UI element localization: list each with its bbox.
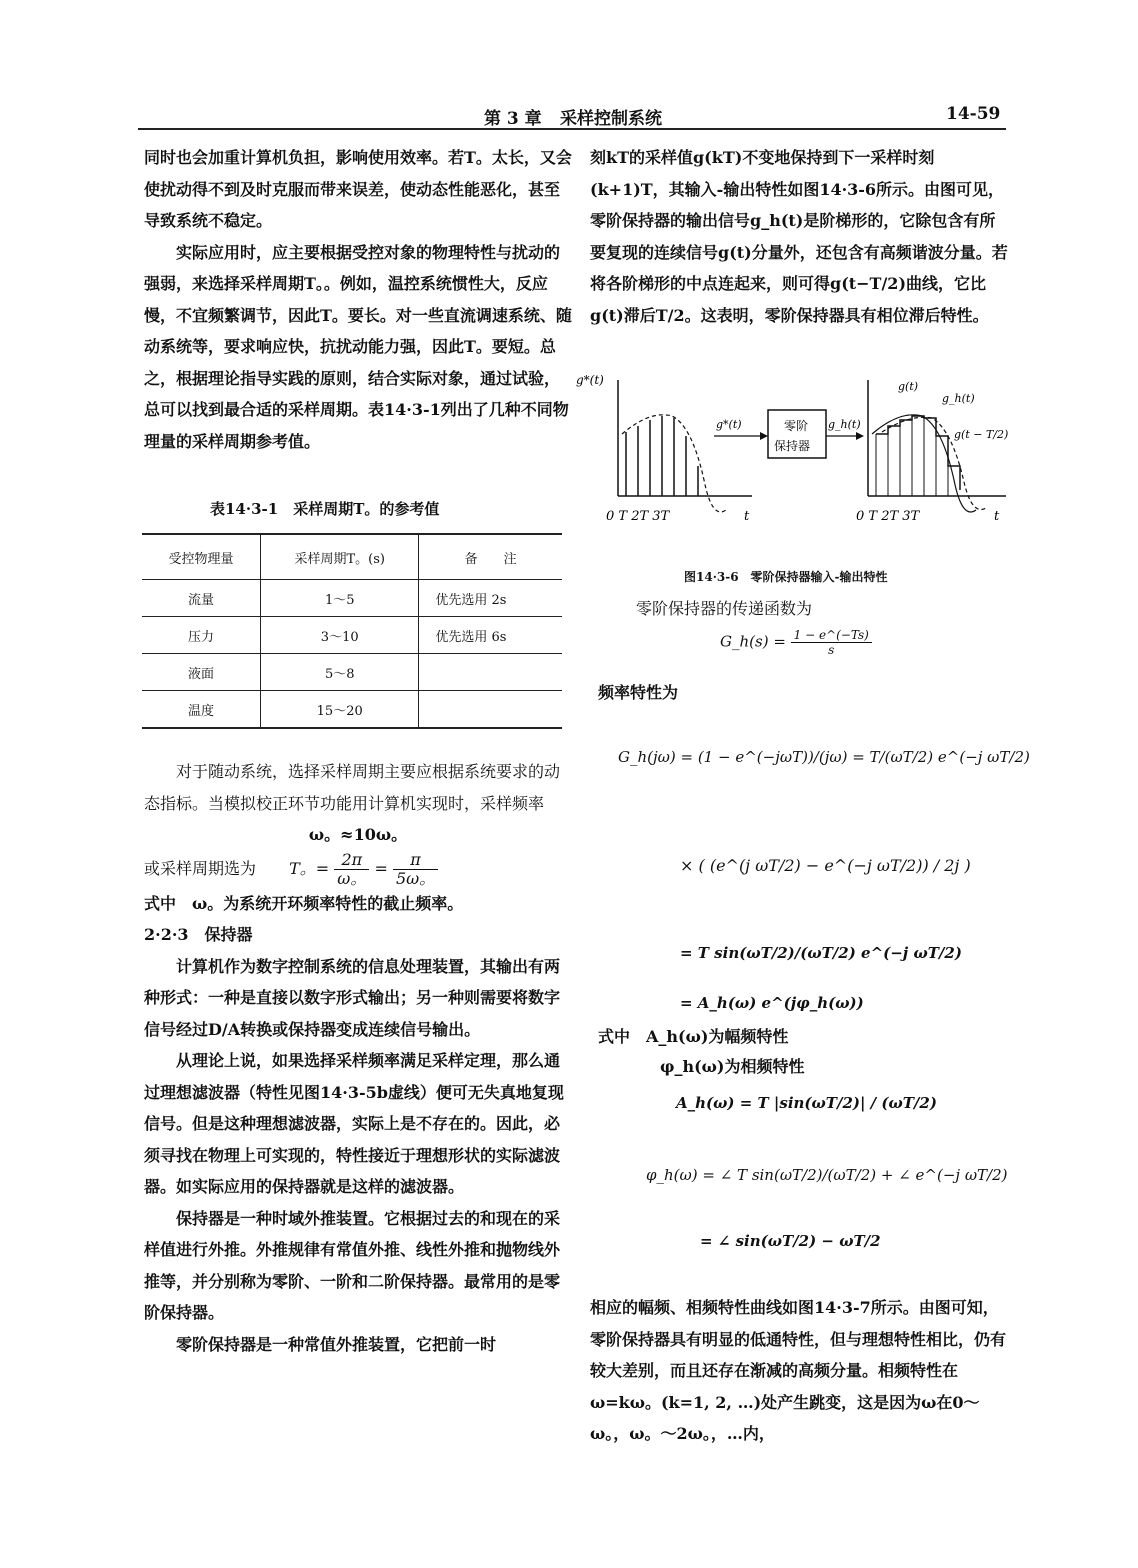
chapter-label: 第 3 章	[484, 109, 542, 129]
output-delay-label: g(t − T/2)	[954, 428, 1009, 441]
output-time-ticks: 0 T 2T 3T	[856, 509, 920, 524]
block-label-line-1: 零阶	[784, 419, 809, 433]
left-paragraph-9: 零阶保持器是一种常值外推装置，它把前一时	[176, 1334, 497, 1354]
eqGh-denominator: s	[828, 643, 835, 657]
table-header-cell: 备 注	[419, 534, 562, 580]
chapter-title: 采样控制系统	[560, 109, 662, 129]
table-cell: 15～20	[261, 691, 419, 729]
output-gh-label: g_h(t)	[942, 392, 975, 405]
input-time-label: t	[744, 509, 750, 524]
eq2-denominator-2: 5ω。	[395, 868, 436, 888]
right-column-lower	[590, 1292, 1010, 1450]
left-paragraph-2: 实际应用时，应主要根据受控对象的物理特性与扰动的强弱，来选择采样周期T。。例如，温控系统惯性大，反应慢，不宜频繁调节，因此T。要长。对一些直流调速系统、随动系统等，要求响应快，抗扰动能力强，因此T。要短。总之，根据理论指导实践的原则，结合实际对象，通过试验，总可以找到最合适的采样周期。表14·3-1列出了几种不同物理量的采样周期参考值。	[144, 242, 572, 451]
table-cell: 压力	[142, 617, 261, 654]
table-row	[142, 691, 562, 729]
table-row	[142, 617, 562, 654]
equation-phase-2: = ∠ sin(ωT/2) − ωT/2	[700, 1232, 881, 1250]
eq2-lhs: T。=	[289, 858, 330, 878]
sampling-period-table	[142, 533, 562, 729]
input-axis-label: g*(t)	[576, 373, 604, 387]
page-number: 14-59	[946, 104, 1001, 124]
block-input-label: g*(t)	[716, 418, 742, 431]
eq2-fraction-1	[334, 851, 369, 888]
left-column	[144, 142, 572, 457]
table-header-row	[142, 534, 562, 580]
definition-phase: φ_h(ω)为相频特性	[660, 1057, 805, 1076]
block-label-line-2: 保持器	[774, 439, 811, 453]
table-cell	[419, 654, 562, 691]
equation-transfer-function	[720, 628, 872, 657]
output-g-label: g(t)	[898, 380, 919, 393]
input-time-ticks: 0 T 2T 3T	[606, 509, 670, 524]
figure-caption: 图14·3-6 零阶保持器输入-输出特性	[684, 570, 888, 584]
left-paragraph-4	[144, 851, 572, 888]
right-paragraph-2: 零阶保持器的传递函数为	[636, 599, 813, 618]
equation-frequency-3: = T sin(ωT/2)/(ωT/2) e^(−j ωT/2)	[680, 944, 962, 962]
eqGh-fraction	[791, 628, 872, 657]
equation-frequency-4: = A_h(ω) e^(jφ_h(ω))	[680, 994, 864, 1012]
table-cell: 优先选用 2s	[419, 580, 562, 617]
table-caption: 表14·3-1 采样周期T。的参考值	[210, 500, 440, 518]
eqGh-numerator: 1 − e^(−Ts)	[791, 628, 872, 643]
equation-amplitude: A_h(ω) = T |sin(ωT/2)| / (ωT/2)	[676, 1094, 937, 1112]
block-output-label: g_h(t)	[828, 418, 861, 431]
eq2-fraction-2	[393, 851, 438, 888]
left-paragraph-4-lead: 或采样周期选为	[144, 858, 257, 878]
table-cell: 1～5	[261, 580, 419, 617]
right-column	[590, 142, 1010, 331]
output-time-label: t	[994, 509, 1000, 524]
zero-order-hold-figure	[576, 370, 1016, 530]
left-paragraph-8: 保持器是一种时域外推装置。它根据过去的和现在的采样值进行外推。外推规律有常值外推、线性外推和抛物线外推等，并分别称为零阶、一阶和二阶保持器。最常用的是零阶保持器。	[144, 1208, 561, 1322]
table-cell: 液面	[142, 654, 261, 691]
eq2-numerator-1: 2π	[334, 851, 369, 870]
eq2-denominator-1: ω。	[337, 868, 367, 888]
left-paragraph-5: 式中 ω。为系统开环频率特性的截止频率。	[144, 893, 464, 913]
header-rule	[138, 128, 1006, 130]
left-paragraph-3: 对于随动系统，选择采样周期主要应根据系统要求的动态指标。当模拟校正环节功能用计算机实现时，采样频率	[144, 762, 561, 813]
table-header-cell: 采样周期T。(s)	[261, 534, 419, 580]
left-column-lower	[144, 756, 572, 1360]
table-cell: 温度	[142, 691, 261, 729]
equation-frequency-2: × ( (e^(j ωT/2) − e^(−j ωT/2)) / 2j )	[680, 856, 971, 875]
left-paragraph-6: 计算机作为数字控制系统的信息处理装置，其输出有两种形式：一种是直接以数字形式输出；另一种则需要将数字信号经过D/A转换或保持器变成连续信号输出。	[144, 956, 561, 1039]
left-paragraph-7: 从理论上说，如果选择采样频率满足采样定理，那么通过理想滤波器（特性见图14·3-5b虚线）便可无失真地复现信号。但是这种理想滤波器，实际上是不存在的。因此，必须寻找在物理上可实现的，特性接近于理想形状的实际滤波器。如实际应用的保持器就是这样的滤波器。	[144, 1051, 564, 1196]
right-paragraph-1: 刻kT的采样值g(kT)不变地保持到下一采样时刻(k+1)T，其输入-输出特性如图14·3-6所示。由图可见，零阶保持器的输出信号g_h(t)是阶梯形的，它除包含有所要复现的连续信号g(t)分量外，还包含有高频谐波分量。若将各阶梯形的中点连起来，则可得g(t−T/2)曲线，它比g(t)滞后T/2。这表明，零阶保持器具有相位滞后特性。	[590, 148, 1008, 325]
equation-frequency-1: G_h(jω) = (1 − e^(−jωT))/(jω) = T/(ωT/2) e^(−j ωT/2)	[618, 748, 1030, 766]
section-heading: 2·2·3 保持器	[144, 925, 253, 944]
right-paragraph-4: 相应的幅频、相频特性曲线如图14·3-7所示。由图可知，零阶保持器具有明显的低通特性，但与理想特性相比，仍有较大差别，而且还存在渐减的高频分量。相频特性在ω=kω。(k=1, 2, …)处产生跳变，这是因为ω在0～ω。，ω。～2ω。，…内，	[590, 1298, 1007, 1443]
equation-phase-1: φ_h(ω) = ∠ T sin(ωT/2)/(ωT/2) + ∠ e^(−j ωT/2)	[646, 1166, 1008, 1184]
right-paragraph-3: 频率特性为	[598, 683, 679, 702]
eqGh-lhs: G_h(s) =	[720, 632, 786, 651]
table-cell: 3～10	[261, 617, 419, 654]
table-row	[142, 654, 562, 691]
table-header-cell: 受控物理量	[142, 534, 261, 580]
table-row	[142, 580, 562, 617]
definition-amplitude: 式中 A_h(ω)为幅频特性	[598, 1027, 789, 1046]
left-paragraph-1: 同时也会加重计算机负担，影响使用效率。若T。太长，又会使扰动得不到及时克服而带来误差，使动态性能恶化，甚至导致系统不稳定。	[144, 148, 572, 230]
table-cell	[419, 691, 562, 729]
equation-sampling-frequency: ω。≈10ω。	[308, 825, 408, 844]
table-cell: 5～8	[261, 654, 419, 691]
equation-sampling-period: T。= $\frac{2\pi}{\omega。}$ = $\frac{\pi}{5\omega。}$	[289, 859, 438, 878]
table-cell: 流量	[142, 580, 261, 617]
table-cell: 优先选用 6s	[419, 617, 562, 654]
eq2-numerator-2: π	[393, 851, 438, 870]
